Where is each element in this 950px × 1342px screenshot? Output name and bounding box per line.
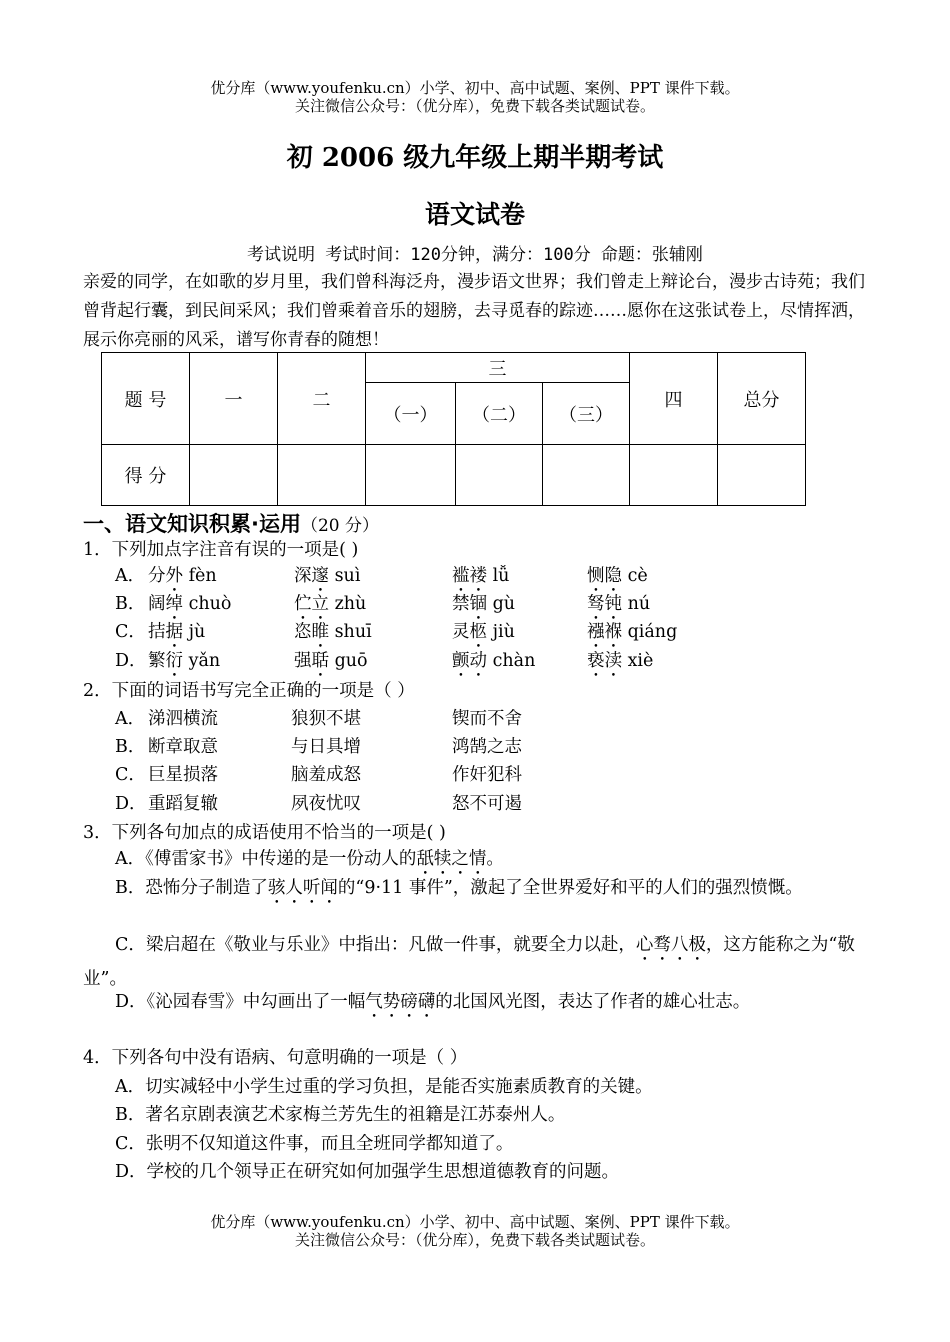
q1-option-label: D． — [115, 651, 147, 671]
q1-item-plain: 强 — [294, 651, 312, 671]
q1-option-item — [452, 621, 515, 652]
q3-c-post: ，这方能称之为“敬业”。 — [83, 935, 855, 989]
q1-option-item — [587, 650, 653, 681]
q1-item-pinyin: xiè — [622, 651, 654, 671]
q2-option-item: 狼狈不堪 — [291, 709, 361, 729]
col-header-3-1: （一） — [366, 383, 456, 445]
q4-option-c: C．张明不仅知道这件事，而且全班同学都知道了。 — [115, 1134, 514, 1154]
q1-item-dotted: 驽钝 — [587, 594, 622, 614]
q1-item-plain: 拮 — [148, 622, 166, 642]
q3-b-pre: 恐怖分子制造了 — [145, 878, 268, 898]
q4-option-d: D．学校的几个领导正在研究如何加强学生思想道德教育的问题。 — [115, 1162, 620, 1182]
q3-option-b — [83, 874, 873, 908]
q3-d-label: D． — [115, 992, 147, 1012]
q1-item-plain: 深 — [294, 566, 312, 586]
q1-item-pinyin: gù — [487, 594, 516, 614]
q1-item-dotted: 绰 — [165, 594, 183, 614]
q1-option-item — [294, 565, 360, 596]
q1-item-pinyin: yǎn — [183, 651, 221, 671]
q1-item-plain: 禁 — [452, 594, 470, 614]
q1-option-label: B． — [115, 594, 146, 614]
q1-item-dotted: 衍 — [165, 651, 183, 671]
footer-line-1: 优分库（www.youfenku.cn）小学、初中、高中试题、案例、PPT 课件下载。 — [210, 1213, 740, 1231]
q2-option-label: D． — [115, 794, 147, 814]
q1-option-item — [148, 621, 205, 652]
q1-item-pinyin: fèn — [183, 566, 217, 586]
q1-item-plain: 灵 — [452, 622, 470, 642]
q2-option-label: C． — [115, 765, 146, 785]
intro-paragraph: 亲爱的同学，在如歌的岁月里，我们曾科海泛舟，漫步语文世界；我们曾走上辩论台，漫步古诗苑；我们曾背起行囊，到民间采风；我们曾乘着音乐的翅膀，去寻觅春的踪迹……愿你在这张试卷上，尽情挥洒，展示你亮丽的风采，谱写你青春的随想！ — [83, 272, 865, 350]
q1-item-dotted: 褴褛 — [452, 566, 487, 586]
q1-item-dotted: 亵渎 — [587, 651, 622, 671]
q2-option-item: 巨星损落 — [148, 765, 218, 785]
score-cell-3-1[interactable] — [366, 445, 456, 506]
q1-option-item — [587, 565, 648, 596]
exam-info: 考试说明 考试时间：120分钟，满分：100分 命题：张辅刚 — [247, 245, 703, 265]
col-header-2: 二 — [278, 353, 366, 445]
q3-a-dotted: 舐犊之情 — [416, 849, 487, 869]
q1-item-plain: 阔 — [148, 594, 166, 614]
q1-option-item — [148, 593, 231, 624]
q1-option-item — [294, 593, 366, 624]
q1-item-dotted: 外 — [165, 566, 183, 586]
q1-item-pinyin: suì — [329, 566, 361, 586]
q4-stem: 4．下列各句中没有语病、句意明确的一项是（ ） — [83, 1048, 468, 1068]
col-header-3-3: （三） — [543, 383, 630, 445]
q1-option-item — [294, 650, 368, 681]
q1-item-pinyin: qiáng — [622, 622, 678, 642]
q1-item-dotted: 襁褓 — [587, 622, 622, 642]
col-header-1: 一 — [190, 353, 278, 445]
q4-option-a: A．切实减轻中小学生过重的学习负担，是能否实施素质教育的关键。 — [115, 1077, 653, 1097]
q1-item-pinyin: jiù — [487, 622, 515, 642]
score-cell-total[interactable] — [718, 445, 806, 506]
q3-stem: 3．下列各句加点的成语使用不恰当的一项是( ) — [83, 823, 446, 843]
q2-option-item: 夙夜忧叹 — [291, 794, 361, 814]
q1-item-dotted: 锢 — [469, 594, 487, 614]
q3-option-c — [83, 931, 873, 994]
q3-d-post: 的北国风光图，表达了作者的雄心壮志。 — [435, 992, 751, 1012]
q1-item-pinyin: guō — [329, 651, 368, 671]
q1-option-item — [148, 650, 220, 681]
q3-a-pre: 《傅雷家书》中传递的是一份动人的 — [145, 849, 417, 869]
q2-option-item: 断章取意 — [148, 737, 218, 757]
q3-d-dotted: 气势磅礴 — [365, 992, 436, 1012]
q2-option-label: B． — [115, 737, 146, 757]
col-header-4: 四 — [630, 353, 718, 445]
score-cell-2[interactable] — [278, 445, 366, 506]
q1-item-dotted: 颤动 — [452, 651, 487, 671]
q3-option-d — [83, 988, 873, 1022]
q2-option-item: 锲而不舍 — [452, 709, 522, 729]
footer-line-2: 关注微信公众号：（优分库），免费下载各类试题试卷。 — [294, 1231, 655, 1249]
q1-item-pinyin: nú — [622, 594, 651, 614]
q3-b-post: 的“9·11 事件”，激起了全世界爱好和平的人们的强烈愤慨。 — [337, 878, 803, 898]
q2-option-item: 涕泗横流 — [148, 709, 218, 729]
q2-option-item: 鸿鹄之志 — [452, 737, 522, 757]
q1-item-dotted: 聒 — [311, 651, 329, 671]
exam-title: 初 2006 级九年级上期半期考试 — [286, 143, 664, 173]
section-1-heading — [83, 508, 379, 538]
col-header-total: 总分 — [718, 353, 806, 445]
q1-item-plain: 恣 — [294, 622, 312, 642]
q2-option-item: 与日具增 — [291, 737, 361, 757]
q1-item-plain: 分 — [148, 566, 166, 586]
q1-item-dotted: 伫立 — [294, 594, 329, 614]
q3-c-label: C． — [115, 935, 146, 955]
col-header-3: 三 — [366, 353, 630, 383]
q1-option-item — [294, 621, 372, 652]
q1-item-pinyin: zhù — [329, 594, 367, 614]
score-cell-4[interactable] — [630, 445, 718, 506]
score-cell-3-3[interactable] — [543, 445, 630, 506]
q1-item-pinyin: chuò — [183, 594, 232, 614]
q1-option-item — [587, 593, 650, 624]
exam-subtitle: 语文试卷 — [424, 200, 525, 229]
q2-stem: 2．下面的词语书写完全正确的一项是（ ） — [83, 681, 415, 701]
q1-item-dotted: 据 — [165, 622, 183, 642]
q2-option-item: 脑羞成怒 — [291, 765, 361, 785]
q1-option-item — [452, 593, 515, 624]
q3-b-dotted: 骇人听闻 — [267, 878, 338, 898]
q1-option-item — [148, 565, 217, 596]
q1-item-pinyin: chàn — [487, 651, 536, 671]
score-table — [101, 352, 806, 506]
q1-item-dotted: 邃 — [311, 566, 329, 586]
q1-item-dotted: 睢 — [311, 622, 329, 642]
row-label-number: 题 号 — [102, 353, 190, 445]
q2-option-item: 重蹈复辙 — [148, 794, 218, 814]
col-header-3-2: （二） — [456, 383, 543, 445]
header-line-2: 关注微信公众号：（优分库），免费下载各类试题试卷。 — [294, 97, 655, 115]
score-cell-3-2[interactable] — [456, 445, 543, 506]
q3-c-dotted: 心骛八极 — [635, 935, 706, 955]
q1-item-pinyin: cè — [622, 566, 648, 586]
q2-option-item: 怒不可遏 — [452, 794, 522, 814]
q1-item-pinyin: jù — [183, 622, 206, 642]
q1-item-pinyin: shuī — [329, 622, 372, 642]
q3-b-label: B． — [115, 878, 146, 898]
q1-stem: 1．下列加点字注音有误的一项是( ) — [83, 540, 359, 560]
q1-item-pinyin: lǚ — [487, 566, 510, 586]
section-1-points: （20 分） — [300, 516, 380, 536]
q1-option-item — [452, 650, 535, 681]
q3-a-label: A． — [115, 849, 146, 869]
q1-option-item — [452, 565, 509, 596]
q3-c-pre: 梁启超在《敬业与乐业》中指出：凡做一件事，就要全力以赴， — [145, 935, 636, 955]
q1-item-plain: 繁 — [148, 651, 166, 671]
header-line-1: 优分库（www.youfenku.cn）小学、初中、高中试题、案例、PPT 课件下载。 — [210, 79, 740, 97]
q1-item-dotted: 恻隐 — [587, 566, 622, 586]
q1-option-label: C． — [115, 622, 146, 642]
q2-option-label: A． — [115, 709, 146, 729]
q2-option-item: 作奸犯科 — [452, 765, 522, 785]
row-label-score: 得 分 — [102, 445, 190, 506]
q4-option-b: B．著名京剧表演艺术家梅兰芳先生的祖籍是江苏泰州人。 — [115, 1105, 566, 1125]
q1-option-label: A． — [115, 566, 146, 586]
section-1-title: 一、语文知识积累·运用 — [83, 512, 301, 536]
score-cell-1[interactable] — [190, 445, 278, 506]
q3-a-post: 。 — [486, 849, 504, 869]
q1-option-item — [587, 621, 677, 652]
q1-item-dotted: 柩 — [469, 622, 487, 642]
q3-d-pre: 《沁园春雪》中勾画出了一幅 — [146, 992, 366, 1012]
